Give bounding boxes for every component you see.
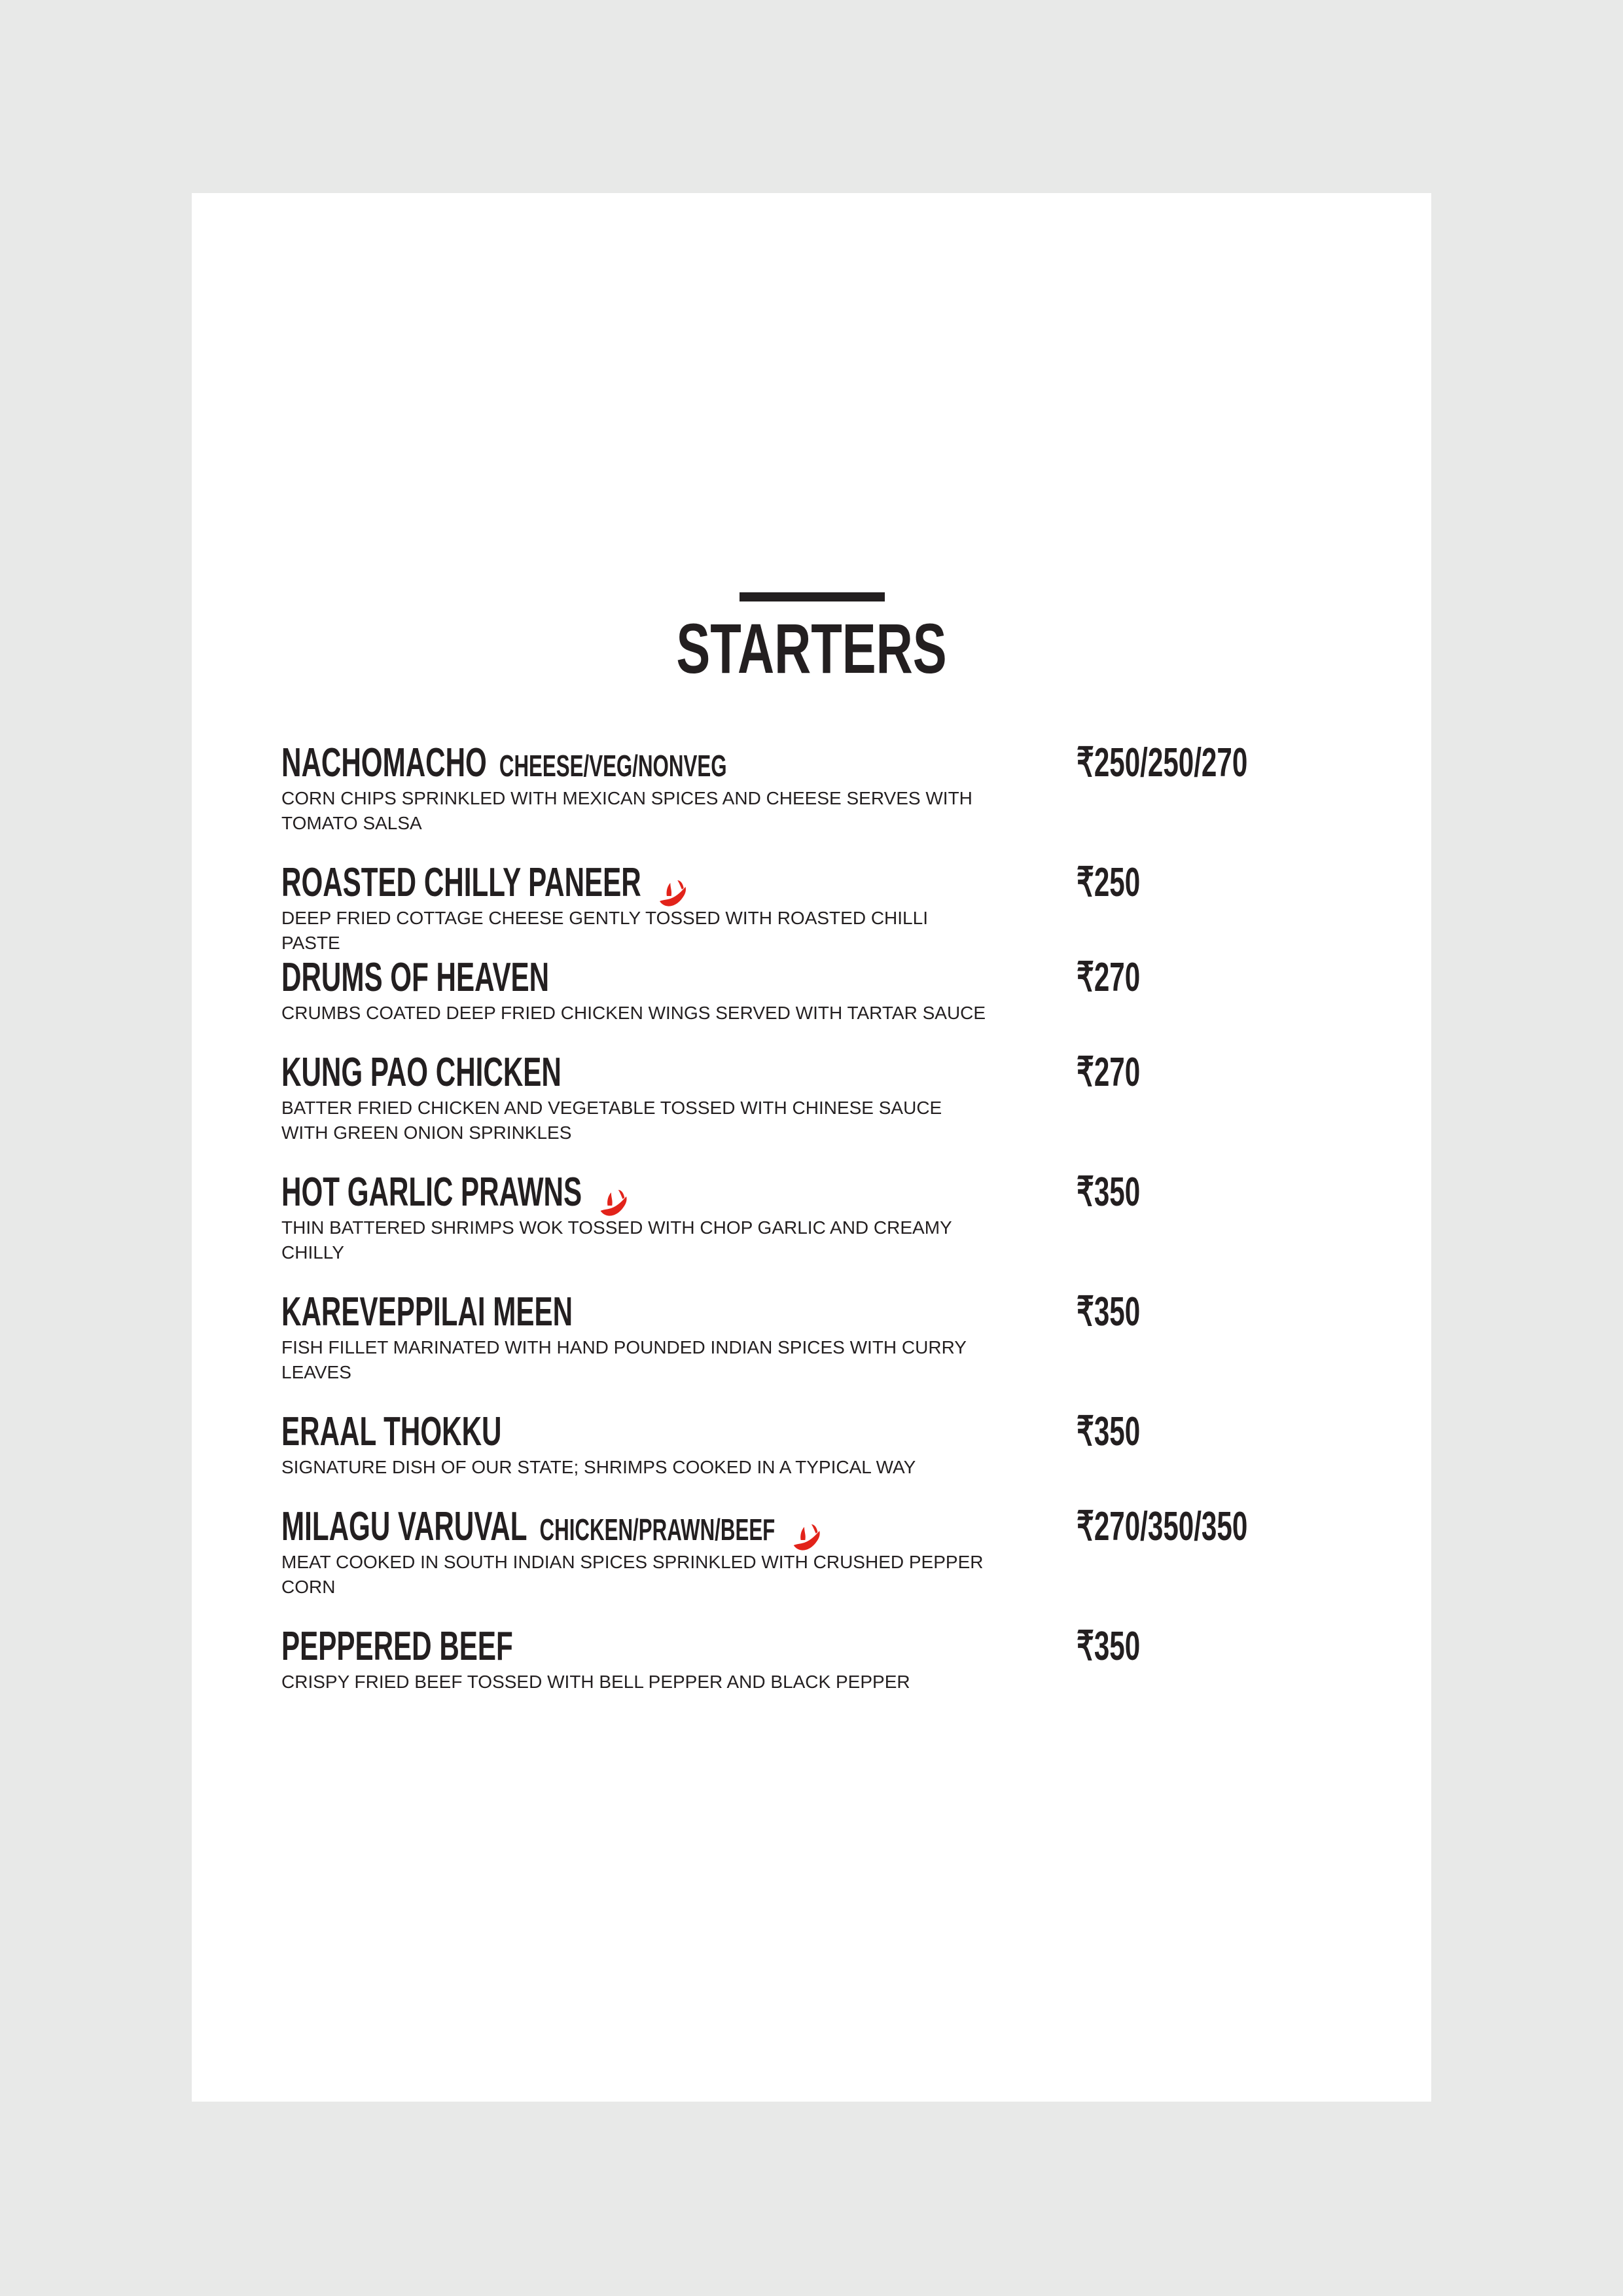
menu-item-price: ₹350	[1077, 1289, 1141, 1335]
menu-item-price: ₹350	[1077, 1409, 1141, 1454]
menu-item-description: THIN BATTERED SHRIMPS WOK TOSSED WITH CHOP GARLIC AND CREAMY CHILLY	[281, 1217, 952, 1263]
menu-item-price: ₹350	[1077, 1170, 1141, 1215]
menu-item-name: ROASTED CHILLY PANEER	[281, 860, 641, 905]
menu-item-price: ₹250	[1077, 860, 1141, 905]
menu-item-description: BATTER FRIED CHICKEN AND VEGETABLE TOSSED WITH CHINESE SAUCE WITH GREEN ONION SPRINKLES	[281, 1098, 942, 1143]
menu-item	[281, 956, 1342, 1061]
menu-item-name: MILAGU VARUVAL	[281, 1504, 527, 1549]
menu-item-name: KAREVEPPILAI MEEN	[281, 1289, 573, 1335]
menu-item	[281, 1505, 1342, 1610]
menu-item-description: MEAT COOKED IN SOUTH INDIAN SPICES SPRINKLED WITH CRUSHED PEPPER CORN	[281, 1552, 984, 1597]
menu-item-title-row	[281, 1171, 629, 1214]
chilli-icon	[791, 1520, 823, 1554]
menu-item-title-row	[281, 1505, 822, 1549]
menu-item-title-row	[281, 1051, 562, 1094]
menu-item-price: ₹270	[1077, 1050, 1141, 1095]
menu-item-title-row	[281, 742, 727, 785]
menu-item-description: SIGNATURE DISH OF OUR STATE; SHRIMPS COOKED IN A TYPICAL WAY	[281, 1457, 916, 1477]
menu-item-variant: CHICKEN/PRAWN/BEEF	[539, 1513, 776, 1547]
menu-item-title-row	[281, 1291, 573, 1334]
heading-rule	[740, 592, 885, 601]
menu-item	[281, 1291, 1342, 1395]
menu-item-title-row	[281, 1625, 513, 1668]
menu-page	[192, 193, 1431, 2102]
menu-item-title-row	[281, 861, 688, 905]
menu-item-name: DRUMS OF HEAVEN	[281, 955, 550, 1000]
menu-item-description: CORN CHIPS SPRINKLED WITH MEXICAN SPICES AND CHEESE SERVES WITH TOMATO SALSA	[281, 788, 972, 833]
menu-item	[281, 1051, 1342, 1156]
chilli-icon	[657, 876, 688, 910]
menu-item-price: ₹350	[1077, 1624, 1141, 1669]
menu-item-description: DEEP FRIED COTTAGE CHEESE GENTLY TOSSED WITH ROASTED CHILLI PASTE	[281, 908, 928, 953]
menu-item	[281, 1410, 1342, 1515]
menu-item	[281, 1625, 1342, 1730]
menu-item	[281, 1171, 1342, 1276]
menu-item-name: NACHOMACHO	[281, 740, 487, 785]
menu-item-description: CRISPY FRIED BEEF TOSSED WITH BELL PEPPER AND BLACK PEPPER	[281, 1672, 910, 1692]
chilli-icon	[598, 1186, 630, 1220]
menu-item-description: CRUMBS COATED DEEP FRIED CHICKEN WINGS SERVED WITH TARTAR SAUCE	[281, 1003, 986, 1023]
menu-item-name: PEPPERED BEEF	[281, 1624, 513, 1669]
menu-item-price: ₹250/250/270	[1077, 740, 1248, 785]
menu-item-title-row	[281, 1410, 502, 1454]
menu-item	[281, 861, 1342, 966]
menu-item-description: FISH FILLET MARINATED WITH HAND POUNDED INDIAN SPICES WITH CURRY LEAVES	[281, 1337, 967, 1382]
menu-item	[281, 742, 1342, 846]
menu-item-name: ERAAL THOKKU	[281, 1409, 502, 1454]
menu-item-variant: CHEESE/VEG/NONVEG	[499, 749, 727, 783]
menu-item-price: ₹270	[1077, 955, 1141, 1000]
page-title: STARTERS	[676, 609, 947, 688]
menu-item-title-row	[281, 956, 549, 999]
menu-item-name: KUNG PAO CHICKEN	[281, 1050, 562, 1095]
menu-item-price: ₹270/350/350	[1077, 1504, 1248, 1549]
menu-item-name: HOT GARLIC PRAWNS	[281, 1170, 582, 1215]
